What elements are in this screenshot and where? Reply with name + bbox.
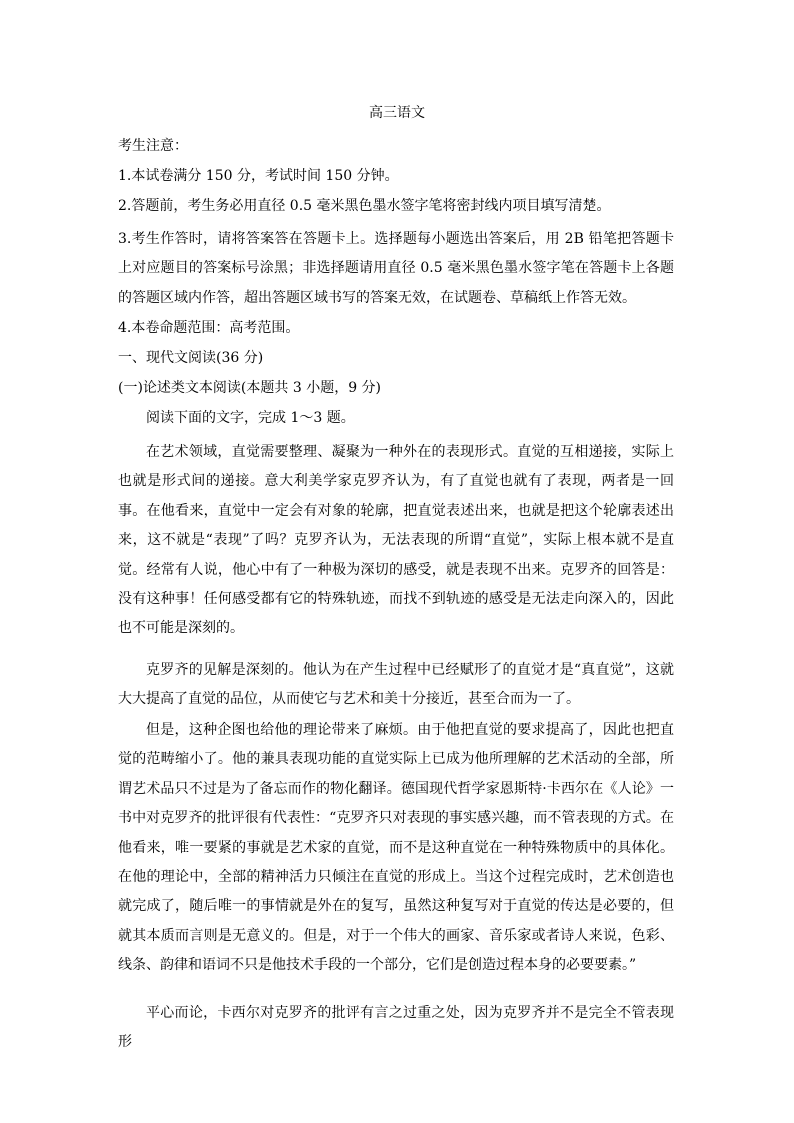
notice-item-1: 1.本试卷满分 150 分，考试时间 150 分钟。 <box>118 168 399 184</box>
subsection-heading: (一)论述类文本阅读(本题共 3 小题，9 分) <box>118 380 382 396</box>
section-heading: 一、现代文阅读(36 分) <box>118 350 264 366</box>
notice-item-2: 2.答题前，考生务必用直径 0.5 毫米黑色墨水签字笔将密封线内项目填写清楚。 <box>118 198 611 214</box>
exam-title: 高三语文 <box>369 105 425 121</box>
reading-instruction: 阅读下面的文字，完成 1～3 题。 <box>146 410 355 426</box>
notice-item-3: 3.考生作答时，请将答案答在答题卡上。选择题每小题选出答案后，用 2B 铅笔把答题卡上对应题目的答案标号涂黑；非选择题请用直径 0.5 毫米黑色墨水签字笔在答题卡上各题的答题区域内作答，超出答题区域书写的答案无效，在试题卷、草稿纸上作答无效。 <box>118 231 674 306</box>
passage-paragraph-3: 但是，这种企图也给他的理论带来了麻烦。由于他把直觉的要求提高了，因此也把直觉的范畴缩小了。他的兼具表现功能的直觉实际上已成为他所理解的艺术活动的全部，所谓艺术品只不过是为了备忘而作的物化翻译。德国现代哲学家恩斯特·卡西尔在《人论》一书中对克罗齐的批评很有代表性：“克罗齐只对表现的事实感兴趣，而不管表现的方式。在他看来，唯一要紧的事就是艺术家的直觉，而不是这种直觉在一种特殊物质中的具体化。在他的理论中，全部的精神活力只倾注在直觉的形成上。当这个过程完成时，艺术创造也就完成了，随后唯一的事情就是外在的复写，虽然这种复写对于直觉的传达是必要的，但就其本质而言则是无意义的。但是，对于一个伟大的画家、音乐家或者诗人来说，色彩、线条、韵律和语词不只是他技术手段的一个部分，它们是创造过程本身的必要要素。” <box>118 722 674 974</box>
passage-paragraph-1: 在艺术领域，直觉需要整理、凝聚为一种外在的表现形式。直觉的互相递接，实际上也就是形式间的递接。意大利美学家克罗齐认为，有了直觉也就有了表现，两者是一回事。在他看来，直觉中一定会有对象的轮廓，把直觉表述出来，也就是把这个轮廓表述出来，这不就是“表现”了吗？克罗齐认为，无法表现的所谓“直觉”，实际上根本就不是直觉。经常有人说，他心中有了一种极为深切的感受，就是表现不出来。克罗齐的回答是：没有这种事！任何感受都有它的特殊轨迹，而找不到轨迹的感受是无法走向深入的，因此也不可能是深刻的。 <box>118 444 674 637</box>
notice-heading: 考生注意： <box>118 138 188 154</box>
passage-paragraph-2: 克罗齐的见解是深刻的。他认为在产生过程中已经赋形了的直觉才是“真直觉”，这就大大提高了直觉的品位，从而使它与艺术和美十分接近，甚至合而为一了。 <box>118 662 674 708</box>
passage-paragraph-4: 平心而论，卡西尔对克罗齐的批评有言之过重之处，因为克罗齐并不是完全不管表现形 <box>118 1005 674 1051</box>
notice-item-4: 4.本卷命题范围：高考范围。 <box>118 320 300 336</box>
